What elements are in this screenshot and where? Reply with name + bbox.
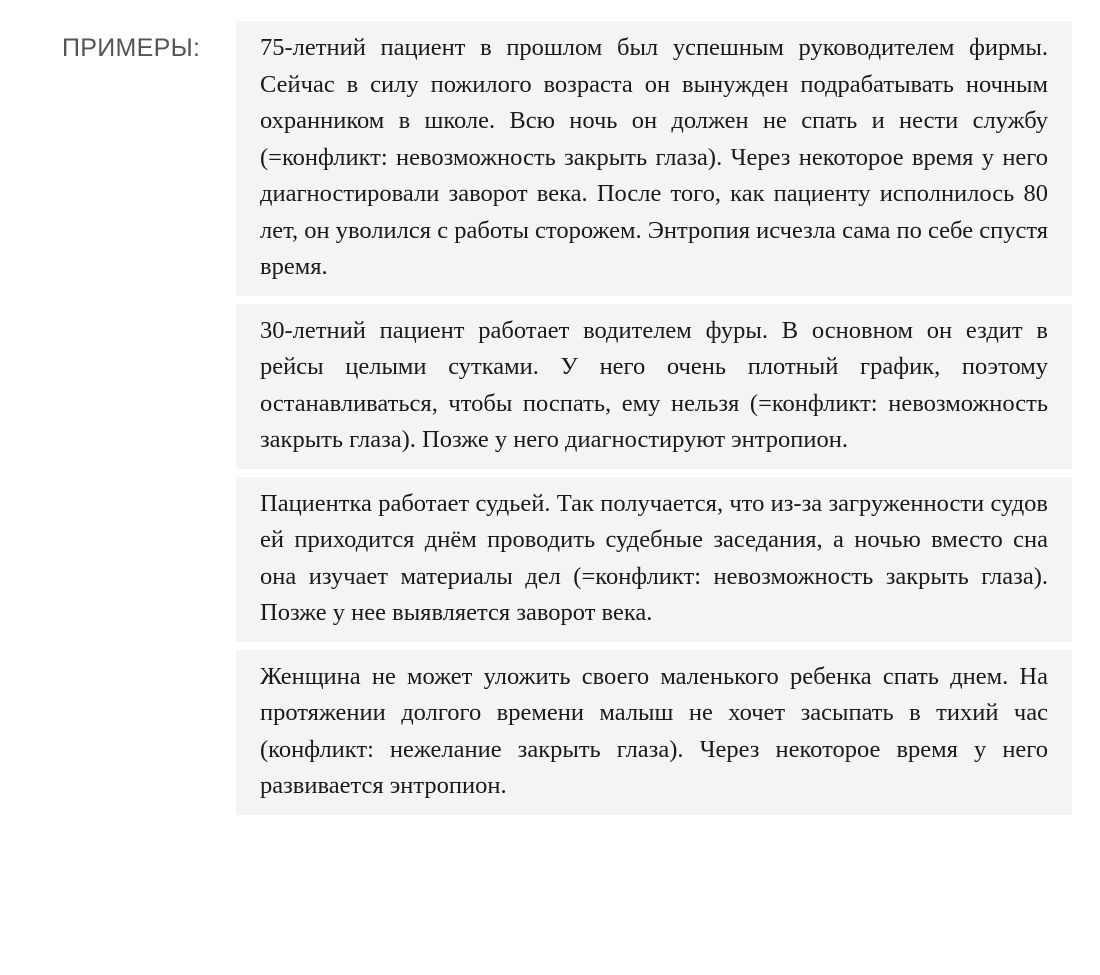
example-box-1 [236, 21, 1072, 296]
example-box-4 [236, 650, 1072, 815]
example-text-1: 75-летний пациент в прошлом был успешным руководителем фирмы. Сейчас в силу пожилого возраста он вынужден подрабатывать ночным охранником в школе. Всю ночь он должен не спать и нести службу (=конфликт: невозможность закрыть глаза). Через некоторое время у него диагностировали заворот века. После того, как пациенту исполнилось 80 лет, он уволился с работы сторожем. Энтропия исчезла сама по себе спустя время. [260, 34, 1048, 280]
example-text-3: Пациентка работает судьей. Так получается, что из-за загруженности судов ей приходится днём проводить судебные заседания, а ночью вместо сна она изучает материалы дел (=конфликт: невозможность закрыть глаза). Позже у нее выявляется заворот века. [260, 489, 1048, 626]
example-box-2 [236, 304, 1072, 469]
example-box-3 [236, 477, 1072, 642]
example-text-2: 30-летний пациент работает водителем фуры. В основном он ездит в рейсы целыми сутками. У него очень плотный график, поэтому останавливаться, чтобы поспать, ему нельзя (=конфликт: невозможность закрыть глаза). Позже у него диагностируют энтропион. [260, 316, 1048, 453]
examples-list [236, 21, 1072, 823]
section-label: ПРИМЕРЫ: [62, 34, 201, 62]
example-text-4: Женщина не может уложить своего маленького ребенка спать днем. На протяжении долгого времени малыш не хочет засыпать в тихий час (конфликт: нежелание закрыть глаза). Через некоторое время у него развивается энтропион. [260, 662, 1048, 799]
